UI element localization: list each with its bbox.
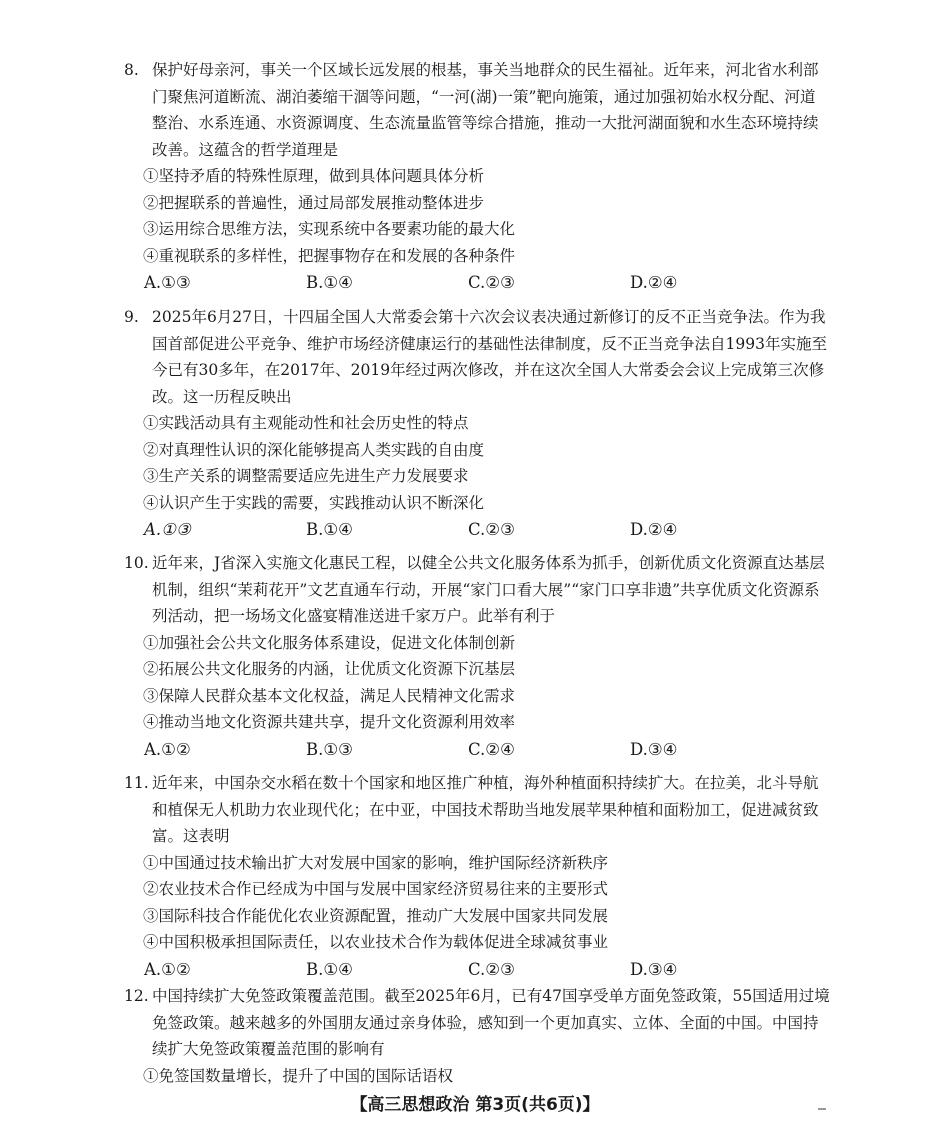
statement-4: ④推动当地文化资源共建共享，提升文化资源利用效率: [143, 713, 516, 731]
page-footer: 【高三思想政治 第3页(共6页)】: [350, 1095, 600, 1115]
answer-choices: [144, 738, 830, 762]
choice-d: D.②④: [630, 520, 678, 539]
corner-mark: [818, 1108, 826, 1110]
choice-a: A.①③: [144, 273, 191, 292]
choice-d: D.③④: [630, 959, 678, 979]
statement-2: ②把握联系的普遍性，通过局部发展推动整体进步: [143, 193, 485, 212]
choice-a: A.①②: [144, 739, 191, 759]
choice-b: B.①④: [306, 273, 353, 292]
choice-c: C.②③: [468, 959, 515, 979]
question-text: 2025年6月27日，十四届全国人大常委会第十六次会议表决通过新修订的反不正当竞争法。作为我国首部促进公平竞争、维护市场经济健康运行的基础性法律制度，反不正当竞争法自1993年实施至今已有30多年，在2017年、2019年经过两次修改，并在这次全国人大常委会会议上完成第三次修改。这一历程反映出: [152, 308, 827, 406]
statement-3: ③运用综合思维方法，实现系统中各要素功能的最大化: [143, 220, 516, 238]
choice-c: C.②③: [468, 520, 515, 539]
question-number: 9.: [124, 308, 139, 326]
choice-b: B.①③: [306, 739, 353, 759]
statement-1: ①免签国数量增长，提升了中国的国际话语权: [143, 1066, 454, 1085]
choice-c: C.②④: [468, 739, 515, 759]
question-stem: [124, 304, 830, 410]
statement-2: ②对真理性认识的深化能够提高人类实践的自由度: [143, 440, 485, 459]
choice-b: B.①④: [306, 520, 353, 539]
choice-a: A.①②: [144, 959, 191, 979]
question-stem: [124, 57, 830, 163]
statement-4: ④中国积极承担国际责任，以农业技术合作为载体促进全球减贫事业: [143, 933, 609, 951]
question-text: 近年来，J省深入实施文化惠民工程，以健全公共文化服务体系为抓手，创新优质文化资源直达基层机制，组织“茉莉花开”文艺直通车行动，开展“家门口看大展”“家门口享非遗”共享优质文化资源系列活动，把一场场文化盛宴精准送进千家万户。此举有利于: [152, 554, 825, 625]
question-number: 10.: [124, 554, 149, 572]
statement-2: ②拓展公共文化服务的内涵，让优质文化资源下沉基层: [143, 660, 516, 678]
question-stem: [124, 770, 830, 850]
question-12: [124, 983, 830, 1089]
question-8: [124, 57, 830, 295]
question-stem: [124, 983, 830, 1063]
choice-d: D.②④: [630, 273, 678, 292]
question-10: [124, 550, 830, 762]
choice-d: D.③④: [630, 739, 678, 759]
question-text: 近年来，中国杂交水稻在数十个国家和地区推广种植，海外种植面积持续扩大。在拉美，北斗导航和植保无人机助力农业现代化；在中亚，中国技术帮助当地发展苹果种植和面粉加工，促进减贫致富。这表明: [152, 774, 819, 845]
answer-choices: [144, 518, 830, 542]
answer-choices: [144, 271, 830, 295]
choice-b: B.①④: [306, 959, 353, 979]
question-text: 保护好母亲河，事关一个区域长远发展的根基，事关当地群众的民生福祉。近年来，河北省水利部门聚焦河道断流、湖泊萎缩干涸等问题，“一河(湖)一策”靶向施策，通过加强初始水权分配、河道整治、水系连通、水资源调度、生态流量监管等综合措施，推动一大批河湖面貌和水生态环境持续改善。这蕴含的哲学道理是: [152, 61, 819, 159]
question-number: 11.: [124, 774, 149, 792]
statement-1: ①坚持矛盾的特殊性原理，做到具体问题具体分析: [143, 167, 485, 185]
answer-choices: [144, 958, 830, 982]
question-stem: [124, 550, 830, 630]
statement-3: ③生产关系的调整需要适应先进生产力发展要求: [143, 467, 469, 485]
statement-4: ④认识产生于实践的需要，实践推动认识不断深化: [143, 493, 485, 512]
statement-1: ①实践活动具有主观能动性和社会历史性的特点: [143, 414, 469, 432]
question-number: 8.: [124, 61, 139, 79]
question-number: 12.: [124, 987, 149, 1005]
statement-1: ①加强社会公共文化服务体系建设，促进文化体制创新: [143, 633, 516, 652]
statement-3: ③保障人民群众基本文化权益，满足人民精神文化需求: [143, 686, 516, 705]
choice-c: C.②③: [468, 273, 515, 292]
question-11: [124, 770, 830, 982]
question-text: 中国持续扩大免签政策覆盖范围。截至2025年6月，已有47国享受单方面免签政策，55国适用过境免签政策。越来越多的外国朋友通过亲身体验，感知到一个更加真实、立体、全面的中国。中国持续扩大免签政策覆盖范围的影响有: [152, 987, 830, 1058]
choice-a: A.①③: [144, 520, 191, 539]
statement-3: ③国际科技合作能优化农业资源配置，推动广大发展中国家共同发展: [143, 906, 609, 925]
statement-1: ①中国通过技术输出扩大对发展中国家的影响，维护国际经济新秩序: [143, 853, 609, 872]
statement-4: ④重视联系的多样性，把握事物存在和发展的各种条件: [143, 246, 516, 265]
question-9: [124, 304, 830, 542]
statement-2: ②农业技术合作已经成为中国与发展中国家经济贸易往来的主要形式: [143, 880, 609, 898]
